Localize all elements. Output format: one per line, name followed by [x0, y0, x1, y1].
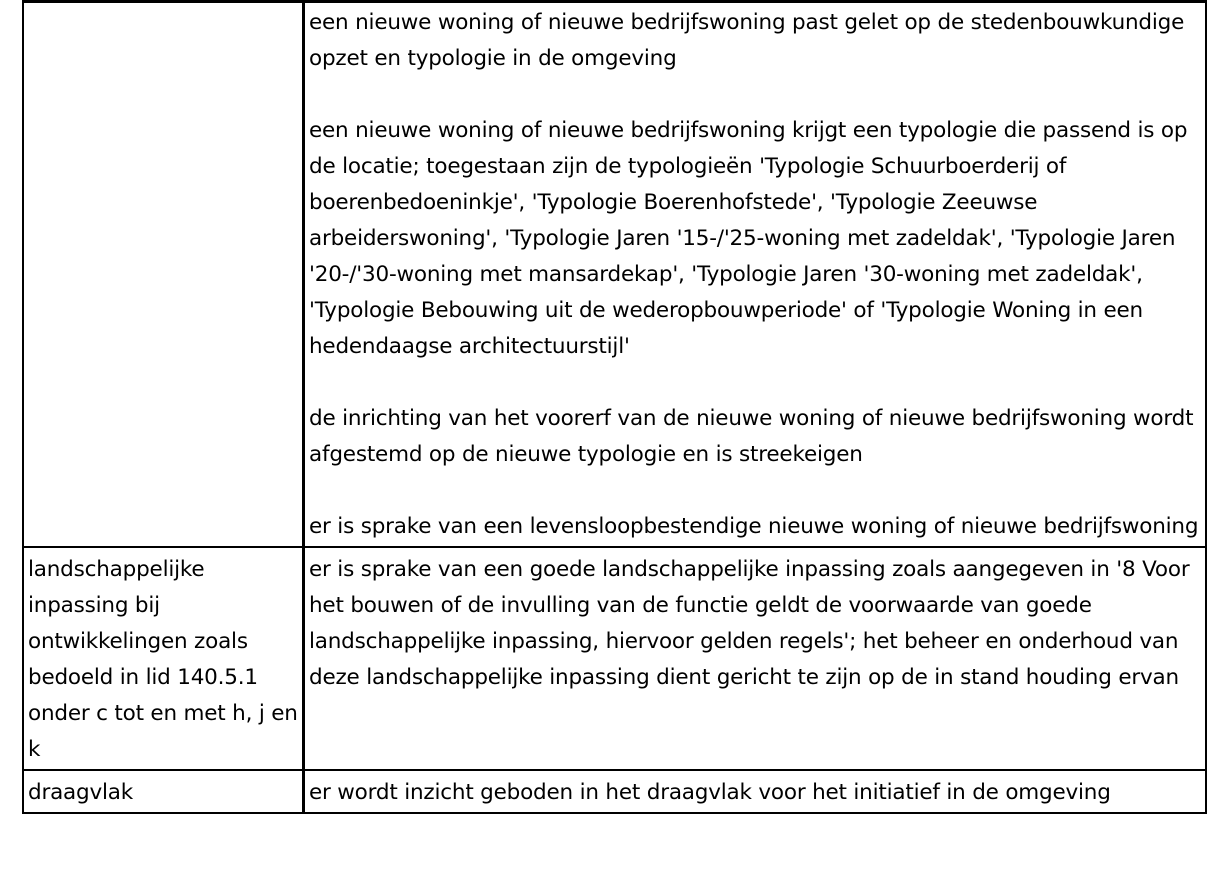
- condition-paragraph: er is sprake van een levensloopbestendige nieuwe woning of nieuwe bedrijfswoning: [309, 514, 1199, 539]
- condition-paragraph: een nieuwe woning of nieuwe bedrijfswoning past gelet op de stedenbouwkundige opzet en typologie in de omgeving: [309, 10, 1185, 71]
- table-row: [23, 547, 1206, 770]
- table-row: [23, 770, 1206, 813]
- condition-paragraph: er is sprake van een goede landschappelijke inpassing zoals aangegeven in '8 Voor het bouwen of de invulling van de functie geldt de voorwaarde van goede landschappelijke inpassing, hiervoor gelden regels'; het beheer en onderhoud van deze landschappelijke inpassing dient gericht te zijn op de in stand houding ervan: [309, 557, 1190, 690]
- condition-cell: [304, 2, 1207, 548]
- condition-paragraph: een nieuwe woning of nieuwe bedrijfswoning krijgt een typologie die passend is op de locatie; toegestaan zijn de typologieën 'Typologie Schuurboerderij of boerenbedoeninkje', 'Typologie Boerenhofstede', 'Typologie Zeeuwse arbeiderswoning', 'Typologie Jaren '15-/'25-woning met zadeldak', 'Typologie Jaren '20-/'30-woning met mansardekap', 'Typologie Jaren '30-woning met zadeldak', 'Typologie Bebouwing uit de wederopbouwperiode' of 'Typologie Woning in een hedendaagse architectuurstijl': [309, 118, 1188, 359]
- criterion-cell: landschappelijke inpassing bij ontwikkelingen zoals bedoeld in lid 140.5.1 onder c tot en met h, j en k: [23, 547, 304, 770]
- table-row: [23, 2, 1206, 548]
- requirements-table: [22, 0, 1207, 814]
- condition-paragraph: de inrichting van het voorerf van de nieuwe woning of nieuwe bedrijfswoning wordt afgestemd op de nieuwe typologie en is streekeigen: [309, 406, 1194, 467]
- condition-paragraph: er wordt inzicht geboden in het draagvlak voor het initiatief in de omgeving: [309, 780, 1111, 805]
- criterion-cell: draagvlak: [23, 770, 304, 813]
- criterion-cell: [23, 2, 304, 548]
- condition-cell: [304, 770, 1207, 813]
- condition-cell: [304, 547, 1207, 770]
